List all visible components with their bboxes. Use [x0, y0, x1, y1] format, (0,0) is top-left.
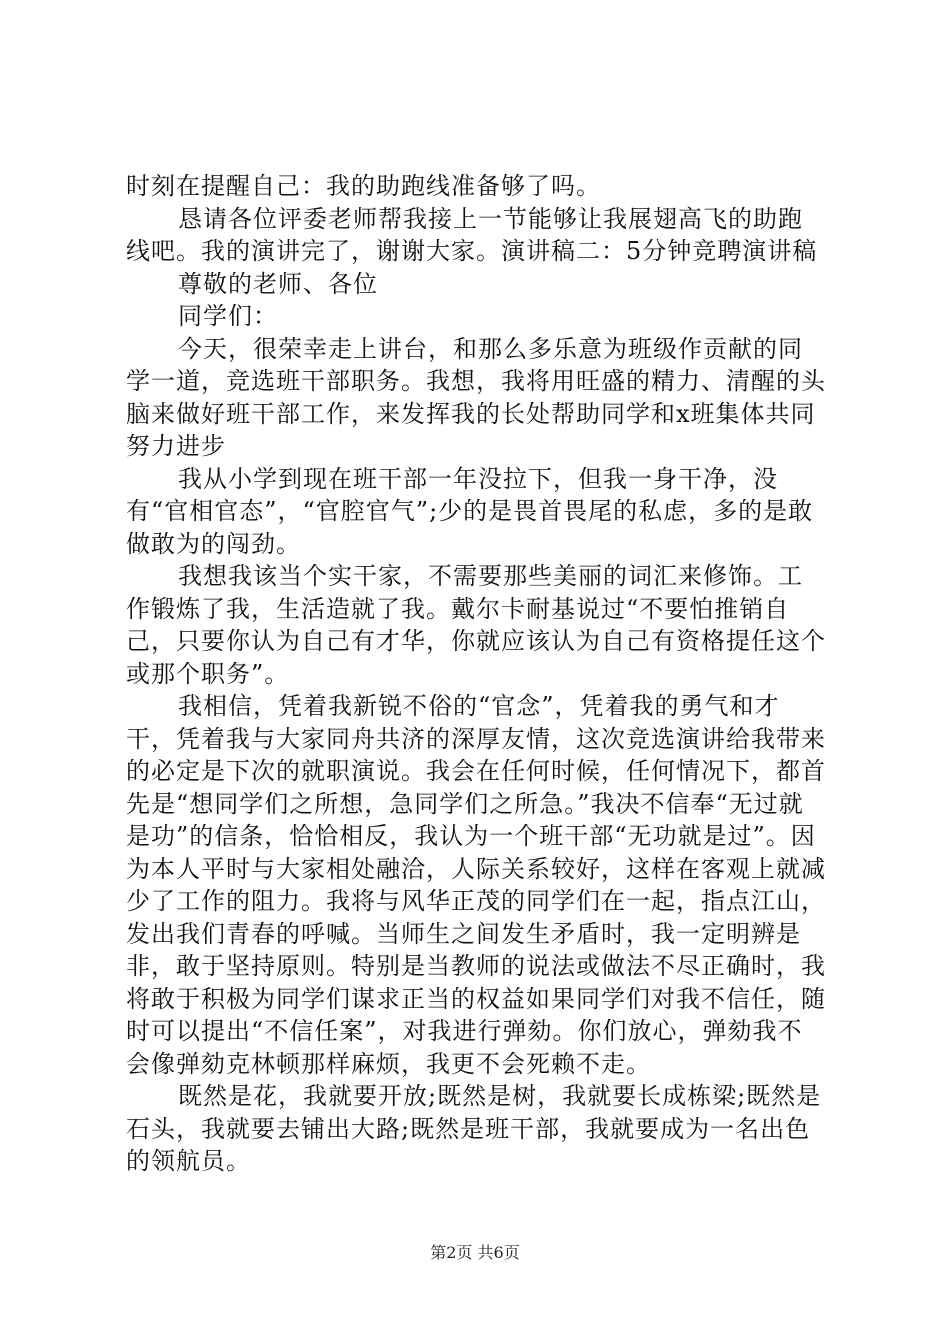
document-body [126, 170, 826, 1178]
page-number-label: 第2页 共6页 [430, 1243, 520, 1262]
paragraph: 恳请各位评委老师帮我接上一节能够让我展翅高飞的助跑线吧。我的演讲完了，谢谢大家。演讲稿二：5分钟竞聘演讲稿 [126, 204, 818, 265]
paragraph: 尊敬的老师、各位 [178, 269, 378, 298]
paragraph: 我想我该当个实干家，不需要那些美丽的词汇来修饰。工作锻炼了我，生活造就了我。戴尔卡耐基说过“不要怕推销自己，只要你认为自己有才华，你就应该认为自己有资格提任这个或那个职务”。 [126, 562, 826, 688]
paragraph: 同学们： [178, 302, 278, 330]
page-footer [0, 1243, 950, 1263]
paragraph: 既然是花，我就要开放;既然是树，我就要长成栋梁;既然是石头，我就要去铺出大路;既然是班干部，我就要成为一名出色的领航员。 [126, 1082, 822, 1175]
paragraph: 时刻在提醒自己：我的助跑线准备够了吗。 [126, 172, 601, 200]
paragraph: 今天，很荣幸走上讲台，和那么多乐意为班级作贡献的同学一道，竞选班干部职务。我想，我将用旺盛的精力、清醒的头脑来做好班干部工作，来发挥我的长处帮助同学和x班集体共同努力进步 [126, 334, 826, 460]
paragraph: 我从小学到现在班干部一年没拉下，但我一身干净，没有“官相官态”，“官腔官气”;少的是畏首畏尾的私虑，多的是敢做敢为的闯劲。 [126, 464, 814, 558]
paragraph: 我相信，凭着我新锐不俗的“官念”，凭着我的勇气和才干，凭着我与大家同舟共济的深厚友情，这次竞选演讲给我带来的必定是下次的就职演说。我会在任何时候，任何情况下，都首先是“想同学们之所想，急同学们之所急。”我决不信奉“无过就是功”的信条，恰恰相反，我认为一个班干部“无功就是过”。因为本人平时与大家相处融洽，人际关系较好，这样在客观上就减少了工作的阻力。我将与风华正茂的同学们在一起，指点江山，发出我们青春的呼喊。当师生之间发生矛盾时，我一定明辨是非，敢于坚持原则。特别是当教师的说法或做法不尽正确时，我将敢于积极为同学们谋求正当的权益如果同学们对我不信任，随时可以提出“不信任案”，对我进行弹劾。你们放心，弹劾我不会像弹劾克林顿那样麻烦，我更不会死赖不走。 [126, 692, 826, 1078]
